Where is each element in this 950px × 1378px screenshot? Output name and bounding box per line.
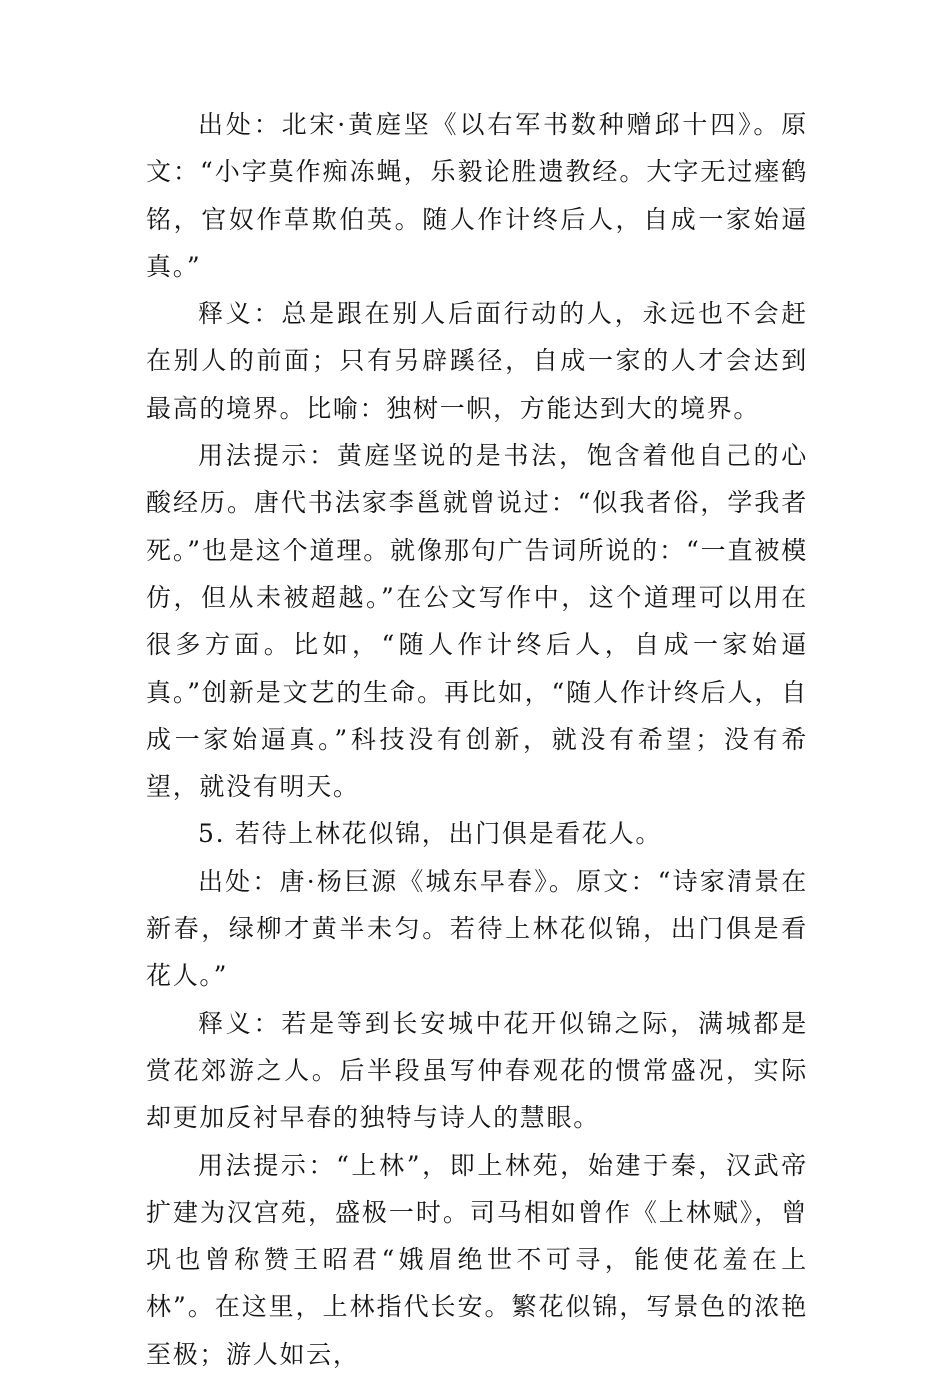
paragraph-usage-2: 用法提示：“上林”，即上林苑，始建于秦，汉武帝扩建为汉宫苑，盛极一时。司马相如曾作《上林赋》，曾巩也曾称赞王昭君“娥眉绝世不可寻，能使花羞在上林”。在这里，上林指代长安。繁花似锦，写景色的浓艳至极；游人如云， (146, 1150, 808, 1369)
paragraph-source-1: 出处：北宋·黄庭坚《以右军书数种赠邱十四》。原文：“小字莫作痴冻蝇，乐毅论胜遗教经。大字无过瘗鹤铭，官奴作草欺伯英。随人作计终后人，自成一家始逼真。” (146, 110, 808, 281)
paragraph-source-2: 出处：唐·杨巨源《城东早春》。原文：“诗家清景在新春，绿柳才黄半未匀。若待上林花似锦，出门俱是看花人。” (146, 866, 808, 991)
document-body (146, 101, 808, 1378)
paragraph-usage-1: 用法提示：黄庭坚说的是书法，饱含着他自己的心酸经历。唐代书法家李邕就曾说过：“似我者俗，学我者死。”也是这个道理。就像那句广告词所说的：“一直被模仿，但从未被超越。”在公文写作中，这个道理可以用在很多方面。比如，“随人作计终后人，自成一家始逼真。”创新是文艺的生命。再比如，“随人作计终后人，自成一家始逼真。”科技没有创新，就没有希望；没有希望，就没有明天。 (146, 441, 808, 802)
paragraph-meaning-1: 释义：总是跟在别人后面行动的人，永远也不会赶在别人的前面；只有另辟蹊径，自成一家的人才会达到最高的境界。比喻：独树一帜，方能达到大的境界。 (146, 299, 808, 423)
section-heading-5: 5. 若待上林花似锦，出门俱是看花人。 (198, 819, 663, 849)
paragraph-meaning-2: 释义：若是等到长安城中花开似锦之际，满城都是赏花郊游之人。后半段虽写仲春观花的惯常盛况，实际却更加反衬早春的独特与诗人的慧眼。 (146, 1008, 808, 1133)
